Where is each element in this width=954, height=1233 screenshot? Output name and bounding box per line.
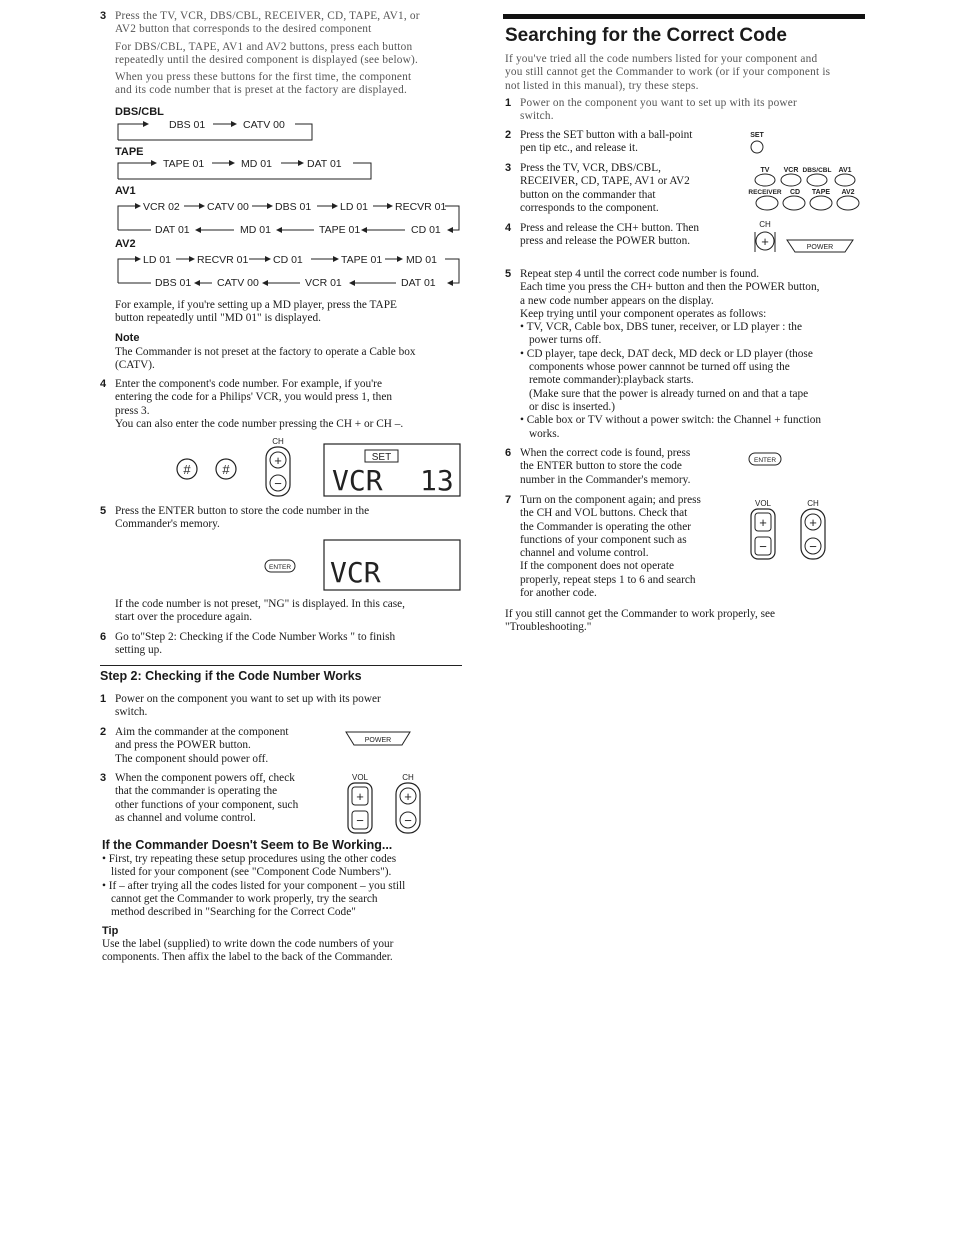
button-label: TV — [760, 167, 770, 174]
svg-text:#: # — [183, 462, 191, 477]
step-5 — [100, 505, 465, 532]
flow-item: MD 01 — [406, 254, 437, 266]
step-text: Go to"Step 2: Checking if the Code Number Works " to finish setting up. — [115, 631, 396, 657]
flow-item: RECVR 01 — [197, 254, 249, 266]
number-button-icon — [177, 459, 197, 479]
flow-item: CATV 00 — [243, 119, 285, 131]
step-text: When the correct code is found, press the ENTER button to store the code number in the Commander's memory. — [520, 447, 691, 486]
divider — [100, 665, 462, 666]
button-label: CD — [789, 189, 801, 196]
svg-text:+: + — [404, 789, 412, 804]
flow-item: MD 01 — [240, 224, 271, 236]
flow-item: DAT 01 — [155, 224, 190, 236]
step-5-figure — [260, 538, 465, 594]
example-text: For example, if you're setting up a MD player, press the TAPE button repeatedly until "MD 01" is displayed. — [115, 299, 397, 325]
display-component: VCR — [332, 464, 383, 497]
step-number: 3 — [100, 10, 107, 22]
svg-text:−: − — [759, 539, 767, 554]
ch-plus-icon — [755, 232, 775, 252]
flow-item: MD 01 — [241, 158, 272, 170]
final-text: If you still cannot get the Commander to work properly, see "Troubleshooting." — [505, 608, 776, 634]
troubleshoot-bullets: • First, try repeating these setup procedures using the other codes listed for your component (see "Component Code Numbers"). • If – after trying all the codes listed for your component – you still cannot get the Commander to work properly, try the search method described in "Searching for the Correct Code" — [102, 853, 406, 919]
tv-button-icon — [755, 174, 775, 186]
ch-label: CH — [402, 773, 414, 782]
flow-item: DBS 01 — [275, 201, 312, 213]
step-4-figure — [170, 436, 470, 502]
ng-text: If the code number is not preset, "NG" is displayed. In this case, start over the procedure again. — [115, 598, 406, 624]
svg-text:+: + — [274, 453, 282, 468]
step-number: 2 — [505, 129, 512, 141]
flow-item: CD 01 — [273, 254, 303, 266]
step-number: 2 — [100, 726, 107, 738]
svg-text:−: − — [809, 539, 817, 554]
step-6 — [100, 631, 465, 658]
svg-text:ENTER: ENTER — [753, 457, 777, 464]
svg-text:+: + — [761, 234, 769, 249]
check-step-3 — [100, 772, 340, 825]
step-text: When the component powers off, check that the commander is operating the other functions of your component, such as channel and volume control. — [115, 772, 299, 824]
step-number: 4 — [505, 222, 512, 234]
button-label: AV1 — [838, 167, 852, 174]
av1-label: AV1 — [115, 185, 136, 197]
vol-rocker-icon — [348, 783, 372, 833]
vol-rocker-icon — [751, 509, 775, 559]
tape-button-icon — [810, 196, 832, 210]
flow-item: CATV 00 — [217, 277, 259, 289]
av1-flow-diagram — [115, 196, 465, 238]
flow-item: CD 01 — [411, 224, 441, 236]
number-button-icon — [216, 459, 236, 479]
vol-ch-buttons-figure — [344, 770, 424, 836]
note-text: The Commander is not preset at the factory to operate a Cable box (CATV). — [115, 346, 416, 372]
step-number: 5 — [100, 505, 107, 517]
flow-item: DBS 01 — [169, 119, 206, 131]
dbs-cbl-flow-diagram — [115, 118, 455, 144]
flow-item: LD 01 — [340, 201, 369, 213]
av1-button-icon — [835, 174, 855, 186]
svg-text:ENTER: ENTER — [268, 564, 292, 571]
page-title: Searching for the Correct Code — [505, 25, 787, 46]
dbs-cbl-button-icon — [807, 174, 827, 186]
search-step-7 — [505, 494, 745, 600]
search-step-2 — [505, 129, 745, 156]
ch-rocker-icon — [801, 509, 825, 559]
vcr-button-icon — [781, 174, 801, 186]
flow-item: DAT 01 — [401, 277, 436, 289]
svg-text:POWER: POWER — [806, 244, 834, 251]
step-number: 7 — [505, 494, 512, 506]
step-text: Press the SET button with a ball-point pen tip etc., and release it. — [520, 129, 693, 155]
lcd-display — [324, 444, 460, 497]
ch-label: CH — [759, 220, 771, 229]
search-step-4 — [505, 222, 745, 249]
step-text: Aim the commander at the component and press the POWER button. The component should power off. — [115, 726, 289, 765]
check-step-2 — [100, 726, 340, 766]
lcd-display — [324, 540, 460, 590]
enter-button-icon — [265, 560, 295, 572]
power-button-icon — [787, 240, 853, 252]
vol-label: VOL — [754, 499, 772, 508]
step-text: Press the TV, VCR, DBS/CBL, RECEIVER, CD, TAPE, AV1, or AV2 button that corresponds to the desired component For DBS/CBL, TAPE, AV1 and AV2 buttons, press each button repeatedly until the desired component is displayed (see below). When you press these buttons for the first time, the component and its code number that is preset at the factory are displayed. — [115, 10, 420, 97]
step-number: 1 — [505, 97, 512, 109]
step-number: 4 — [100, 378, 107, 390]
flow-item: VCR 02 — [143, 201, 180, 213]
av2-button-icon — [837, 196, 859, 210]
note-title: Note — [115, 332, 140, 344]
tape-flow-diagram — [115, 157, 455, 183]
step-number: 6 — [100, 631, 107, 643]
flow-item: CATV 00 — [207, 201, 249, 213]
flow-item: TAPE 01 — [163, 158, 205, 170]
flow-item: DAT 01 — [307, 158, 342, 170]
step-number: 3 — [505, 162, 512, 174]
tip-title: Tip — [102, 925, 119, 937]
step-text: Repeat step 4 until the correct code number is found. Each time you press the CH+ button and then the POWER button, a new code number appears on the display. Keep trying until your component operates as follows: • TV, VCR, Cable box, DBS tuner, receiver, or LD player : the power turns off. • CD player, tape deck, DAT deck, MD deck or LD player (those components whose power cannnot be turned off using the remote commander):playback starts. (Make sure that the power is already turned on and that a tape or disc is inserted.) • Cable box or TV without a power switch: the Channel + function works. — [520, 268, 822, 440]
svg-text:+: + — [356, 789, 364, 804]
cd-button-icon — [783, 196, 805, 210]
search-step-3 — [505, 162, 745, 215]
search-step-5 — [505, 268, 867, 441]
step-text: Enter the component's code number. For example, if you're entering the code for a Philips' VCR, you would press 1, then press 3. You can also enter the code number pressing the CH + or CH –. — [115, 378, 404, 430]
button-label: AV2 — [841, 189, 855, 196]
display-code: 13 — [420, 464, 454, 497]
flow-item: RECVR 01 — [395, 201, 447, 213]
intro-text: If you've tried all the code numbers listed for your component and you still cannot get the Commander to work (or if your component is not listed in this manual), try these steps. — [505, 53, 831, 92]
step-3 — [100, 10, 465, 98]
title-bar — [503, 14, 865, 19]
step-number: 5 — [505, 268, 512, 280]
av2-label: AV2 — [115, 238, 136, 250]
flow-item: TAPE 01 — [341, 254, 383, 266]
step-number: 3 — [100, 772, 107, 784]
step-text: Press the TV, VCR, DBS/CBL, RECEIVER, CD, TAPE, AV1 or AV2 button on the commander that corresponds to the component. — [520, 162, 690, 214]
step-text: Power on the component you want to set up with its power switch. — [115, 693, 381, 719]
step-number: 1 — [100, 693, 107, 705]
search-step-1 — [505, 97, 865, 124]
tip-text: Use the label (supplied) to write down the code numbers of your components. Then affix the label to the back of the Commander. — [102, 938, 394, 964]
step-text: Power on the component you want to set up with its power switch. — [520, 97, 797, 123]
svg-text:SET: SET — [750, 132, 764, 139]
svg-text:+: + — [759, 515, 767, 530]
ch-power-figure — [749, 218, 859, 256]
component-buttons-figure — [747, 164, 862, 214]
dbs-cbl-label: DBS/CBL — [115, 106, 164, 118]
step-text: Turn on the component again; and press the CH and VOL buttons. Check that the Commander is operating the other functions of your component such as channel and volume control. If the component does not operate properly, repeat steps 1 to 6 and search for another code. — [520, 494, 701, 600]
ch-label: CH — [807, 499, 819, 508]
set-indicator: SET — [371, 452, 392, 463]
check-step-1 — [100, 693, 465, 720]
flow-item: DBS 01 — [155, 277, 192, 289]
button-label: RECEIVER — [748, 189, 782, 196]
power-button-icon — [344, 728, 414, 750]
step-2-heading: Step 2: Checking if the Code Number Works — [100, 669, 362, 683]
av2-flow-diagram — [115, 249, 465, 291]
flow-item: TAPE 01 — [319, 224, 361, 236]
step-number: 6 — [505, 447, 512, 459]
svg-text:+: + — [809, 515, 817, 530]
step-text: Press the ENTER button to store the code number in the Commander's memory. — [115, 505, 370, 531]
flow-item: LD 01 — [143, 254, 172, 266]
tape-label: TAPE — [115, 146, 144, 158]
enter-button-icon — [747, 450, 787, 468]
search-step-6 — [505, 447, 745, 487]
troubleshoot-heading: If the Commander Doesn't Seem to Be Working... — [102, 838, 393, 852]
vol-label: VOL — [351, 773, 369, 782]
svg-text:POWER: POWER — [364, 737, 392, 744]
svg-text:−: − — [274, 476, 282, 491]
svg-text:−: − — [404, 813, 412, 828]
ch-rocker-icon — [396, 783, 420, 833]
display-component: VCR — [330, 556, 381, 589]
flow-item: VCR 01 — [305, 277, 342, 289]
receiver-button-icon — [756, 196, 778, 210]
step-text: Press and release the CH+ button. Then press and release the POWER button. — [520, 222, 700, 248]
button-label: DBS/CBL — [802, 167, 832, 174]
ch-rocker-icon — [266, 447, 290, 496]
vol-ch-buttons-figure — [747, 496, 831, 562]
ch-label: CH — [272, 437, 284, 446]
svg-text:#: # — [222, 462, 230, 477]
button-label: TAPE — [811, 189, 831, 196]
svg-text:−: − — [356, 813, 364, 828]
set-button-icon — [745, 129, 769, 157]
step-4 — [100, 378, 465, 431]
button-label: VCR — [783, 167, 799, 174]
